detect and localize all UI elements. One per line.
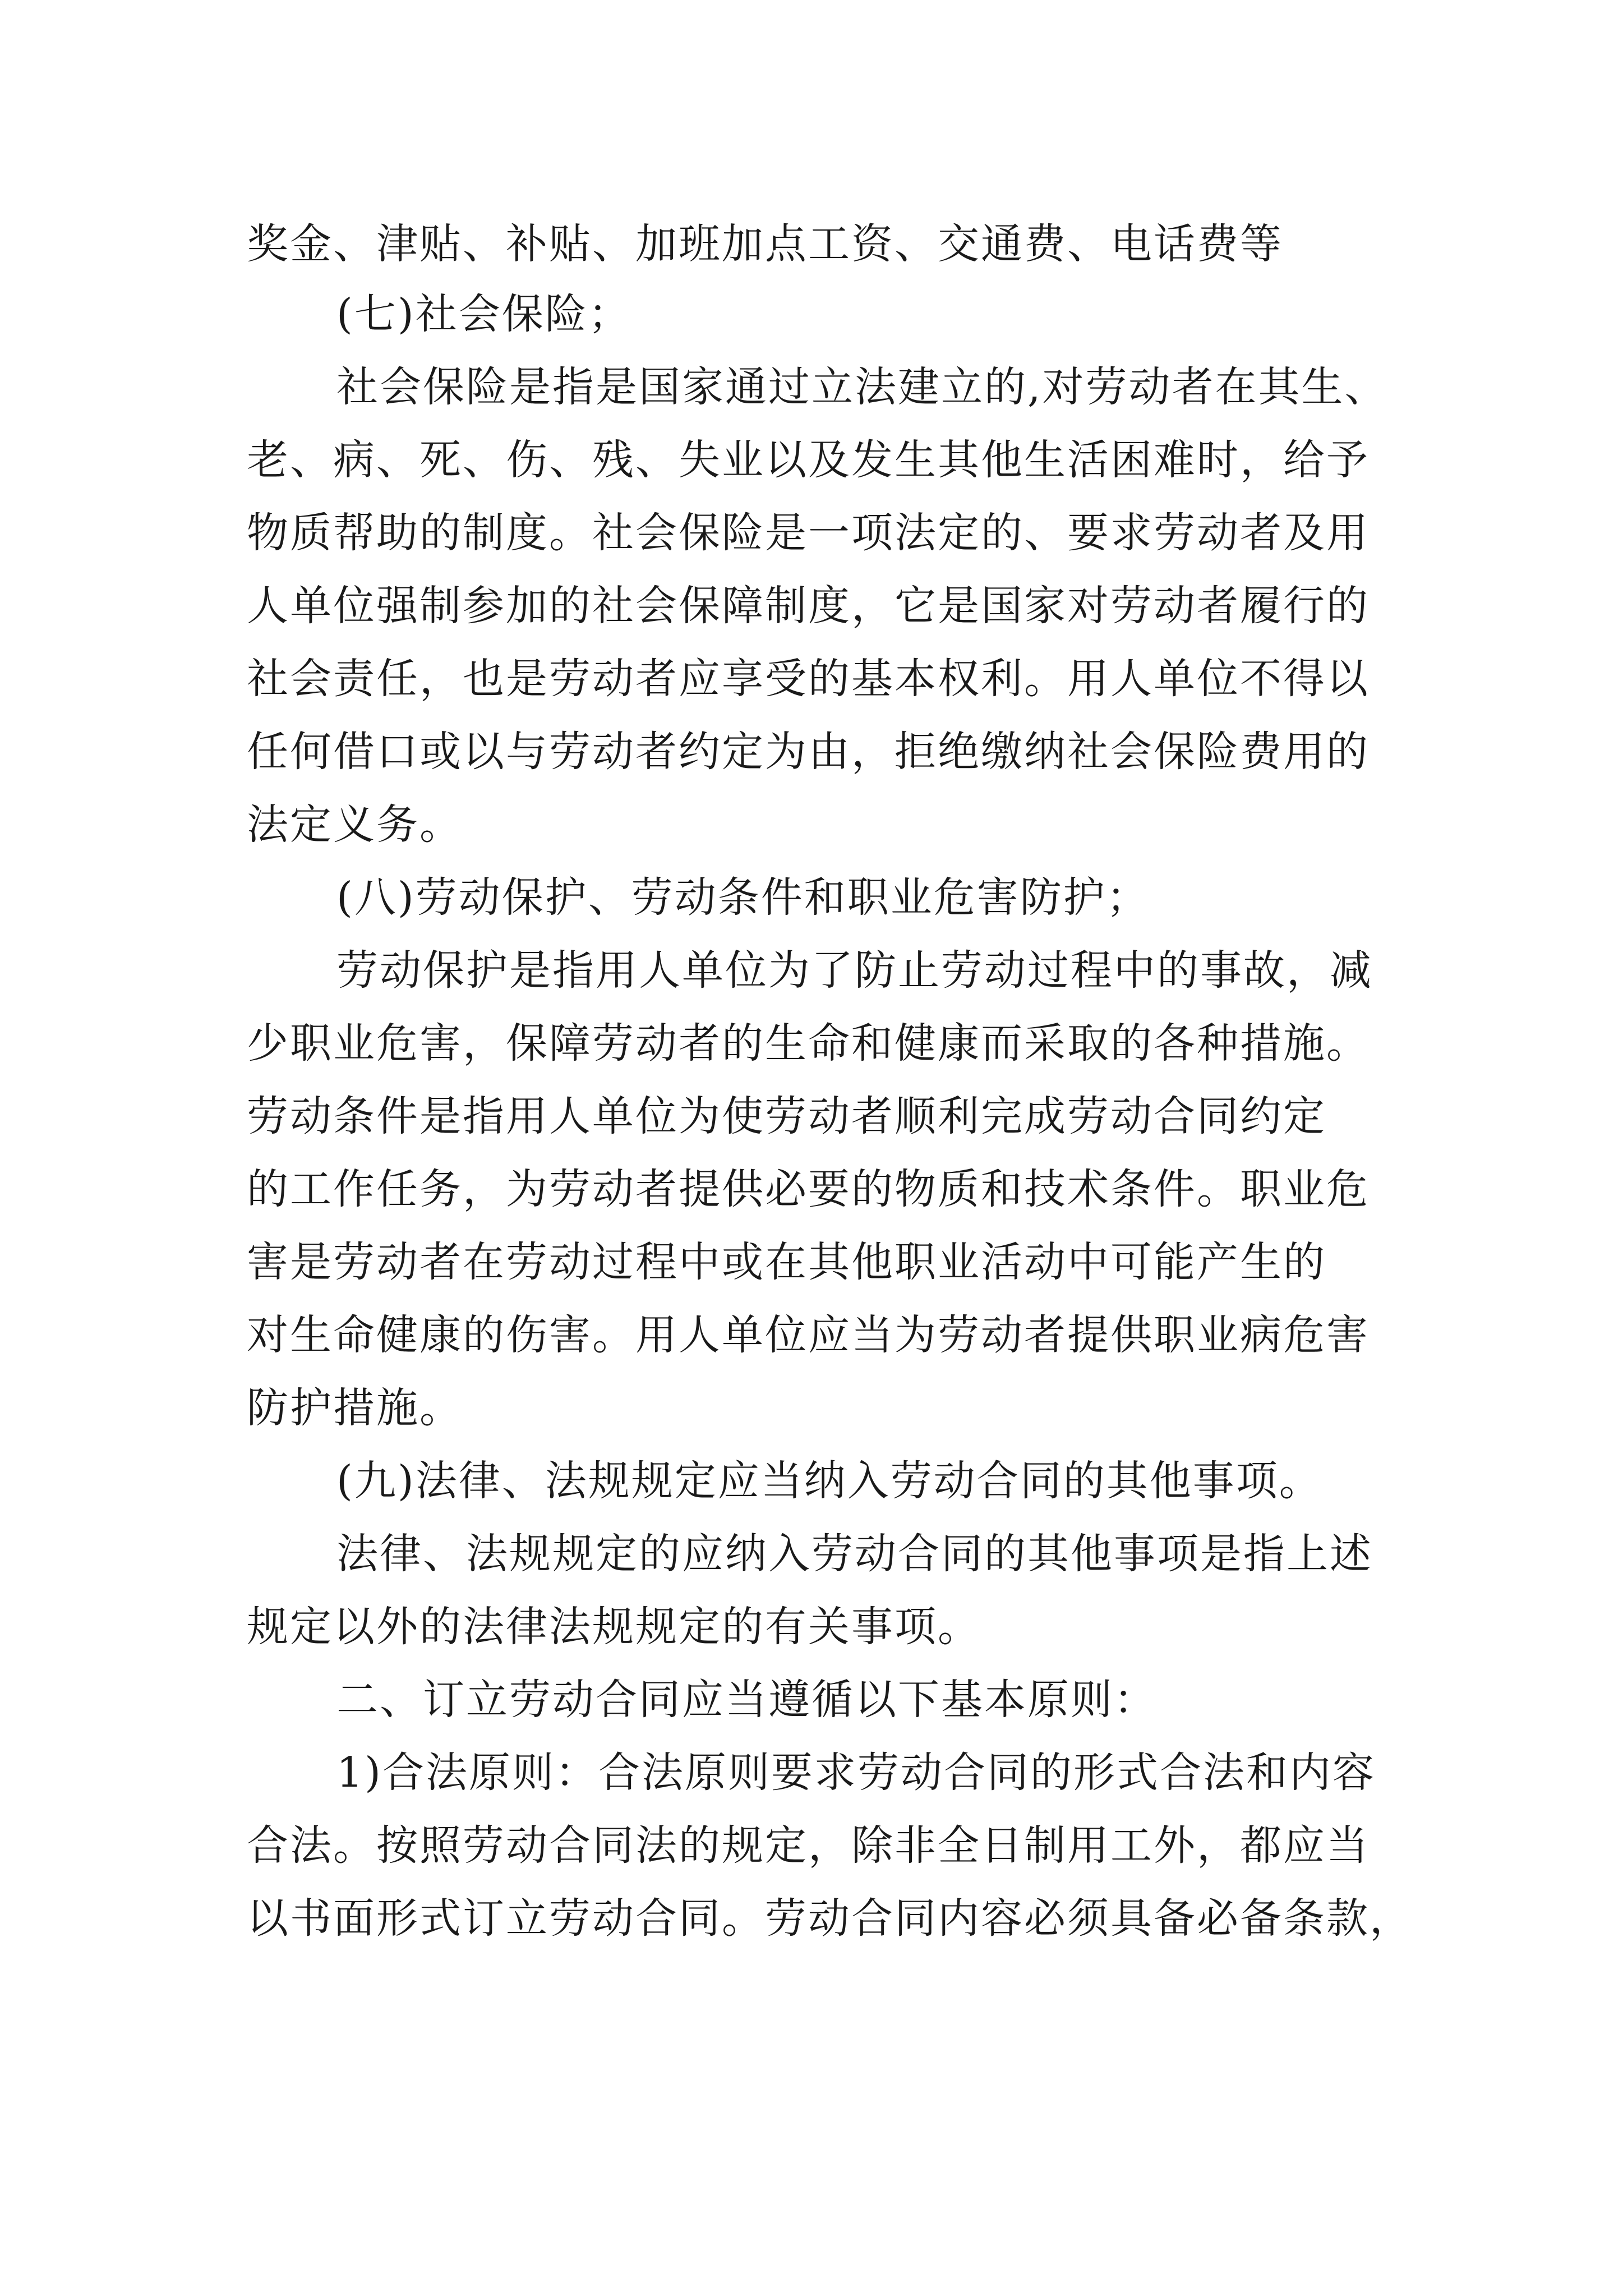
section-heading: 二、订立劳动合同应当遵循以下基本原则：	[336, 1676, 1157, 1724]
text-line: 社会责任，也是劳动者应享受的基本权利。用人单位不得以	[247, 655, 1370, 703]
text-line: 老、病、死、伤、残、失业以及发生其他生活困难时，给予	[247, 436, 1370, 484]
text-line: 对生命健康的伤害。用人单位应当为劳动者提供职业病危害	[247, 1311, 1370, 1359]
text-line: 规定以外的法律法规规定的有关事项。	[247, 1603, 981, 1651]
text-line: 法律、法规规定的应纳入劳动合同的其他事项是指上述	[336, 1530, 1373, 1578]
text-line: 法定义务。	[247, 800, 463, 849]
text-line: 1)合法原则：合法原则要求劳动合同的形式合法和内容	[336, 1749, 1376, 1797]
section-heading: (八)劳动保护、劳动条件和职业危害防护；	[336, 873, 1150, 922]
text-line: 任何借口或以与劳动者约定为由，拒绝缴纳社会保险费用的	[247, 728, 1370, 776]
text-line: 的工作任务，为劳动者提供必要的物质和技术条件。职业危	[247, 1165, 1370, 1213]
text-line: 合法。按照劳动合同法的规定，除非全日制用工外，都应当	[247, 1821, 1370, 1870]
text-line: 社会保险是指是国家通过立法建立的,对劳动者在其生、	[336, 363, 1388, 411]
section-heading: (七)社会保险；	[336, 290, 631, 338]
text-line: 劳动条件是指用人单位为使劳动者顺利完成劳动合同约定	[247, 1092, 1326, 1140]
text-line: 害是劳动者在劳动过程中或在其他职业活动中可能产生的	[247, 1238, 1326, 1286]
text-line: 以书面形式订立劳动合同。劳动合同内容必须具备必备条款，	[247, 1894, 1413, 1943]
text-line: 人单位强制参加的社会保障制度，它是国家对劳动者履行的	[247, 582, 1370, 630]
text-line: 少职业危害，保障劳动者的生命和健康而采取的各种措施。	[247, 1019, 1370, 1068]
text-line: 奖金、津贴、补贴、加班加点工资、交通费、电话费等	[247, 220, 1283, 268]
text-line: 防护措施。	[247, 1384, 463, 1432]
text-line: 劳动保护是指用人单位为了防止劳动过程中的事故，减	[336, 946, 1373, 995]
text-line: 物质帮助的制度。社会保险是一项法定的、要求劳动者及用	[247, 509, 1370, 557]
section-heading: (九)法律、法规规定应当纳入劳动合同的其他事项。	[336, 1457, 1322, 1505]
